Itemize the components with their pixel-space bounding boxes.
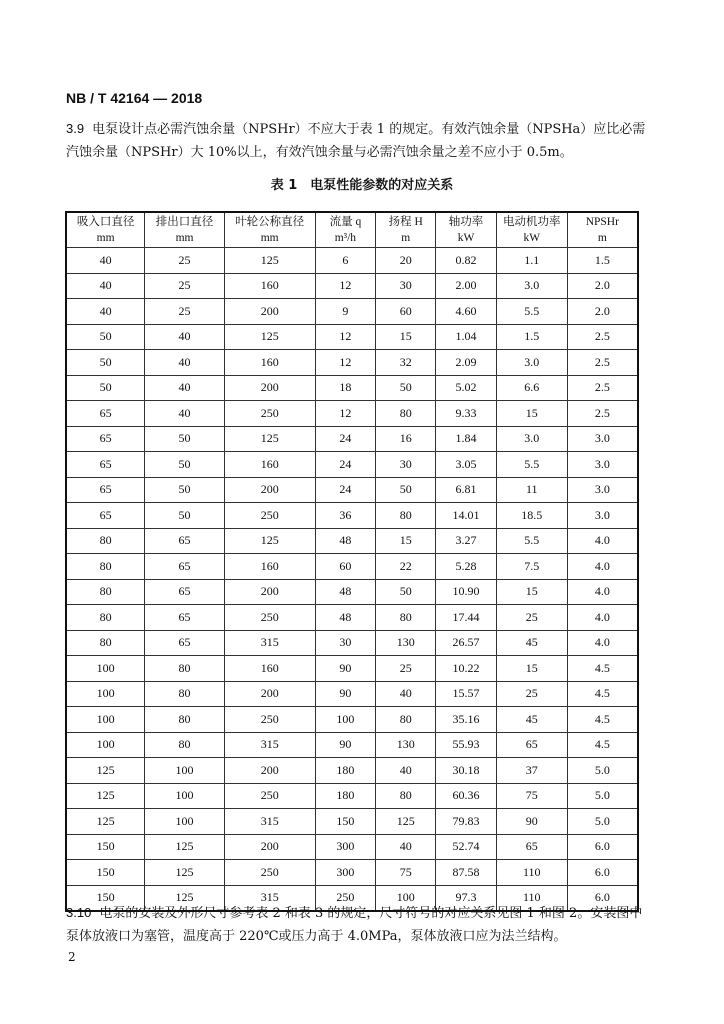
column-header: [145, 212, 225, 248]
table-cell: 75: [496, 783, 567, 809]
table-row: [66, 350, 638, 376]
column-name: 电动机功率: [503, 216, 561, 228]
table-cell: 80: [145, 656, 225, 682]
table-cell: 97.3: [436, 885, 497, 911]
table-cell: 15: [496, 579, 567, 605]
clause-number: 3.9: [66, 121, 85, 136]
table-cell: 2.5: [567, 350, 638, 376]
table-cell: 125: [224, 528, 315, 554]
table-cell: 5.02: [436, 375, 497, 401]
table-cell: 6.0: [567, 885, 638, 911]
table-cell: 100: [315, 707, 376, 733]
clause-3-10: [66, 901, 646, 948]
table-cell: 50: [66, 324, 145, 350]
table-cell: 2.5: [567, 375, 638, 401]
table-cell: 160: [224, 452, 315, 478]
clause-3-9: [66, 117, 646, 164]
column-name: 吸入口直径: [76, 216, 135, 228]
table-cell: 80: [376, 503, 436, 529]
table-cell: 25: [145, 299, 225, 325]
table-cell: 37: [496, 758, 567, 784]
table-cell: 40: [66, 248, 145, 274]
table-cell: 3.05: [436, 452, 497, 478]
column-header: [66, 212, 145, 248]
table-cell: 100: [66, 656, 145, 682]
table-cell: 60: [376, 299, 436, 325]
table-cell: 35.16: [436, 707, 497, 733]
table-cell: 125: [145, 885, 225, 911]
table-cell: 250: [224, 605, 315, 631]
table-cell: 60: [315, 554, 376, 580]
table-cell: 12: [315, 401, 376, 427]
table-cell: 200: [224, 834, 315, 860]
table-cell: 2.0: [567, 299, 638, 325]
table-cell: 150: [315, 809, 376, 835]
column-header: [224, 212, 315, 248]
table-cell: 90: [315, 656, 376, 682]
table-cell: 25: [496, 681, 567, 707]
table-cell: 7.5: [496, 554, 567, 580]
column-unit: mm: [175, 232, 194, 244]
table-cell: 6.0: [567, 860, 638, 886]
table-cell: 1.84: [436, 426, 497, 452]
table-cell: 5.5: [496, 528, 567, 554]
table-cell: 55.93: [436, 732, 497, 758]
table-cell: 79.83: [436, 809, 497, 835]
table-cell: 65: [145, 630, 225, 656]
table-cell: 9.33: [436, 401, 497, 427]
table-cell: 30: [376, 273, 436, 299]
table-cell: 24: [315, 477, 376, 503]
table-cell: 5.5: [496, 452, 567, 478]
table-cell: 2.5: [567, 324, 638, 350]
table-cell: 5.28: [436, 554, 497, 580]
table-cell: 65: [496, 834, 567, 860]
table-cell: 6.6: [496, 375, 567, 401]
table-cell: 100: [376, 885, 436, 911]
table-row: [66, 375, 638, 401]
table-cell: 4.5: [567, 681, 638, 707]
table-cell: 24: [315, 426, 376, 452]
table-cell: 2.5: [567, 401, 638, 427]
table-cell: 10.90: [436, 579, 497, 605]
table-cell: 50: [376, 477, 436, 503]
table-row: [66, 860, 638, 886]
table-cell: 90: [496, 809, 567, 835]
table-cell: 80: [66, 605, 145, 631]
table-row: [66, 579, 638, 605]
table-cell: 4.60: [436, 299, 497, 325]
column-header: [567, 212, 638, 248]
table-cell: 4.0: [567, 630, 638, 656]
table-cell: 10.22: [436, 656, 497, 682]
table-cell: 300: [315, 834, 376, 860]
table-cell: 100: [66, 681, 145, 707]
column-header: [436, 212, 497, 248]
table-cell: 80: [376, 707, 436, 733]
table-cell: 3.0: [496, 426, 567, 452]
column-header: [496, 212, 567, 248]
table-cell: 50: [145, 503, 225, 529]
table-row: [66, 248, 638, 274]
table-cell: 80: [145, 732, 225, 758]
table-row: [66, 707, 638, 733]
table-cell: 32: [376, 350, 436, 376]
table-cell: 250: [224, 860, 315, 886]
table-cell: 315: [224, 732, 315, 758]
table-row: [66, 554, 638, 580]
table-cell: 12: [315, 324, 376, 350]
table-cell: 5.0: [567, 758, 638, 784]
table-row: [66, 605, 638, 631]
table-cell: 40: [376, 681, 436, 707]
table-cell: 40: [376, 758, 436, 784]
column-unit: kW: [457, 232, 475, 244]
table-cell: 3.27: [436, 528, 497, 554]
table-cell: 130: [376, 630, 436, 656]
table-cell: 25: [145, 273, 225, 299]
table-cell: 11: [496, 477, 567, 503]
table-cell: 80: [145, 681, 225, 707]
page-number: 2: [68, 950, 76, 964]
table-cell: 50: [376, 579, 436, 605]
table-cell: 5.5: [496, 299, 567, 325]
table-row: [66, 452, 638, 478]
table-cell: 4.0: [567, 579, 638, 605]
table-cell: 110: [496, 885, 567, 911]
table-cell: 65: [145, 528, 225, 554]
table-row: [66, 401, 638, 427]
table-cell: 3.0: [567, 426, 638, 452]
table-cell: 3.0: [567, 503, 638, 529]
table-cell: 50: [145, 477, 225, 503]
table-cell: 17.44: [436, 605, 497, 631]
table-cell: 15: [376, 324, 436, 350]
table-cell: 80: [66, 554, 145, 580]
column-unit: mm: [96, 232, 115, 244]
table-row: [66, 656, 638, 682]
table-cell: 52.74: [436, 834, 497, 860]
table-cell: 2.09: [436, 350, 497, 376]
table-cell: 1.5: [567, 248, 638, 274]
table-cell: 250: [224, 783, 315, 809]
table-cell: 65: [66, 452, 145, 478]
table-cell: 110: [496, 860, 567, 886]
table-cell: 16: [376, 426, 436, 452]
table-row: [66, 324, 638, 350]
table-cell: 125: [224, 248, 315, 274]
column-name: 叶轮公称直径: [235, 216, 305, 228]
table-cell: 315: [224, 809, 315, 835]
table-row: [66, 681, 638, 707]
table-cell: 125: [224, 426, 315, 452]
table-cell: 130: [376, 732, 436, 758]
table-cell: 100: [66, 707, 145, 733]
table-row: [66, 528, 638, 554]
table-cell: 180: [315, 758, 376, 784]
table-cell: 315: [224, 885, 315, 911]
table-cell: 125: [66, 758, 145, 784]
table-cell: 15: [496, 401, 567, 427]
table-cell: 48: [315, 579, 376, 605]
table-cell: 18.5: [496, 503, 567, 529]
table-header-row: [66, 212, 638, 248]
table-cell: 125: [145, 860, 225, 886]
table-cell: 12: [315, 350, 376, 376]
table-cell: 3.0: [567, 477, 638, 503]
table-caption: 表 1 电泵性能参数的对应关系: [270, 178, 454, 193]
table-cell: 80: [376, 605, 436, 631]
table-cell: 100: [145, 758, 225, 784]
table-cell: 65: [66, 503, 145, 529]
table-cell: 180: [315, 783, 376, 809]
table-cell: 30: [376, 452, 436, 478]
table-cell: 75: [376, 860, 436, 886]
table-cell: 3.0: [496, 273, 567, 299]
table-cell: 125: [376, 809, 436, 835]
table-cell: 0.82: [436, 248, 497, 274]
table-cell: 6.0: [567, 834, 638, 860]
table-row: [66, 834, 638, 860]
column-unit: m: [597, 232, 607, 244]
table-cell: 65: [145, 579, 225, 605]
column-name: 扬程 H: [388, 216, 423, 228]
table-row: [66, 630, 638, 656]
table-cell: 12: [315, 273, 376, 299]
table-cell: 40: [145, 324, 225, 350]
table-row: [66, 273, 638, 299]
table-cell: 25: [376, 656, 436, 682]
table-cell: 90: [315, 732, 376, 758]
table-cell: 1.04: [436, 324, 497, 350]
table-cell: 40: [376, 834, 436, 860]
table-cell: 1.5: [496, 324, 567, 350]
column-name: 排出口直径: [155, 216, 214, 228]
column-unit: mm: [260, 232, 279, 244]
table-cell: 45: [496, 707, 567, 733]
table-cell: 125: [224, 324, 315, 350]
table-cell: 4.5: [567, 732, 638, 758]
table-cell: 80: [66, 528, 145, 554]
table-cell: 4.5: [567, 656, 638, 682]
table-row: [66, 758, 638, 784]
table-cell: 65: [66, 401, 145, 427]
table-cell: 4.5: [567, 707, 638, 733]
table-cell: 1.1: [496, 248, 567, 274]
table-cell: 40: [66, 273, 145, 299]
table-cell: 250: [224, 707, 315, 733]
table-cell: 40: [145, 375, 225, 401]
clause-text: 电泵的安装及外形尺寸参考表 2 和表 3 的规定，尺寸符号的对应关系见图 1 和图 2。安装图中泵体放液口为塞管，温度高于 220℃或压力高于 4.0MPa，泵体放液口应为法兰结构。: [66, 906, 643, 944]
table-cell: 160: [224, 554, 315, 580]
table-cell: 30: [315, 630, 376, 656]
table-cell: 150: [66, 885, 145, 911]
table-cell: 50: [145, 426, 225, 452]
table-cell: 160: [224, 350, 315, 376]
table-cell: 5.0: [567, 809, 638, 835]
table-cell: 60.36: [436, 783, 497, 809]
table-cell: 4.0: [567, 554, 638, 580]
column-name: 流量 q: [329, 216, 362, 228]
table-cell: 100: [145, 809, 225, 835]
table-cell: 25: [145, 248, 225, 274]
table-cell: 48: [315, 528, 376, 554]
table-cell: 100: [66, 732, 145, 758]
table-cell: 9: [315, 299, 376, 325]
table-cell: 4.0: [567, 528, 638, 554]
table-cell: 80: [66, 579, 145, 605]
table-cell: 15.57: [436, 681, 497, 707]
table-cell: 80: [145, 707, 225, 733]
table-cell: 315: [224, 630, 315, 656]
table-cell: 40: [145, 350, 225, 376]
table-cell: 250: [224, 503, 315, 529]
table-cell: 50: [66, 350, 145, 376]
table-cell: 125: [145, 834, 225, 860]
table-cell: 3.0: [567, 452, 638, 478]
table-cell: 80: [66, 630, 145, 656]
table-cell: 150: [66, 860, 145, 886]
column-name: 轴功率: [448, 216, 484, 228]
table-cell: 125: [66, 809, 145, 835]
table-row: [66, 503, 638, 529]
column-unit: m: [401, 232, 411, 244]
table-cell: 90: [315, 681, 376, 707]
table-cell: 200: [224, 299, 315, 325]
table-cell: 65: [145, 554, 225, 580]
table-cell: 40: [145, 401, 225, 427]
pump-performance-table: [65, 211, 639, 912]
table-cell: 150: [66, 834, 145, 860]
table-cell: 2.0: [567, 273, 638, 299]
table-cell: 125: [66, 783, 145, 809]
clause-text: 电泵设计点必需汽蚀余量（NPSHr）不应大于表 1 的规定。有效汽蚀余量（NPSHa）应比必需汽蚀余量（NPSHr）大 10%以上，有效汽蚀余量与必需汽蚀余量之差不应小于 0.5m。: [66, 122, 646, 160]
table-row: [66, 732, 638, 758]
table-cell: 20: [376, 248, 436, 274]
table-cell: 15: [496, 656, 567, 682]
table-row: [66, 783, 638, 809]
table-cell: 30.18: [436, 758, 497, 784]
table-cell: 4.0: [567, 605, 638, 631]
table-cell: 40: [66, 299, 145, 325]
table-cell: 250: [315, 885, 376, 911]
document-header: NB / T 42164 — 2018: [66, 90, 203, 106]
table-cell: 65: [66, 477, 145, 503]
table-cell: 200: [224, 375, 315, 401]
column-unit: kW: [523, 232, 541, 244]
table-cell: 65: [145, 605, 225, 631]
table-cell: 3.0: [496, 350, 567, 376]
table-row: [66, 477, 638, 503]
table-cell: 25: [496, 605, 567, 631]
table-cell: 26.57: [436, 630, 497, 656]
table-cell: 18: [315, 375, 376, 401]
table-cell: 6.81: [436, 477, 497, 503]
table-row: [66, 299, 638, 325]
table-cell: 50: [376, 375, 436, 401]
table-cell: 300: [315, 860, 376, 886]
table-cell: 36: [315, 503, 376, 529]
table-row: [66, 809, 638, 835]
column-header: [315, 212, 376, 248]
table-cell: 65: [496, 732, 567, 758]
table-cell: 48: [315, 605, 376, 631]
table-cell: 50: [66, 375, 145, 401]
column-unit: m³/h: [334, 232, 357, 244]
table-cell: 87.58: [436, 860, 497, 886]
table-cell: 200: [224, 477, 315, 503]
table-cell: 160: [224, 273, 315, 299]
column-header: [376, 212, 436, 248]
table-cell: 80: [376, 783, 436, 809]
table-cell: 15: [376, 528, 436, 554]
table-cell: 14.01: [436, 503, 497, 529]
clause-number: 3.10: [66, 905, 92, 920]
table-cell: 6: [315, 248, 376, 274]
table-cell: 50: [145, 452, 225, 478]
table-cell: 24: [315, 452, 376, 478]
table-cell: 5.0: [567, 783, 638, 809]
column-name: NPSHr: [585, 216, 619, 228]
table-cell: 200: [224, 758, 315, 784]
table-row: [66, 426, 638, 452]
table-cell: 45: [496, 630, 567, 656]
table-cell: 22: [376, 554, 436, 580]
table-cell: 200: [224, 579, 315, 605]
table-cell: 160: [224, 656, 315, 682]
table-cell: 2.00: [436, 273, 497, 299]
table-cell: 250: [224, 401, 315, 427]
table-cell: 100: [145, 783, 225, 809]
table-cell: 200: [224, 681, 315, 707]
table-cell: 65: [66, 426, 145, 452]
table-cell: 80: [376, 401, 436, 427]
